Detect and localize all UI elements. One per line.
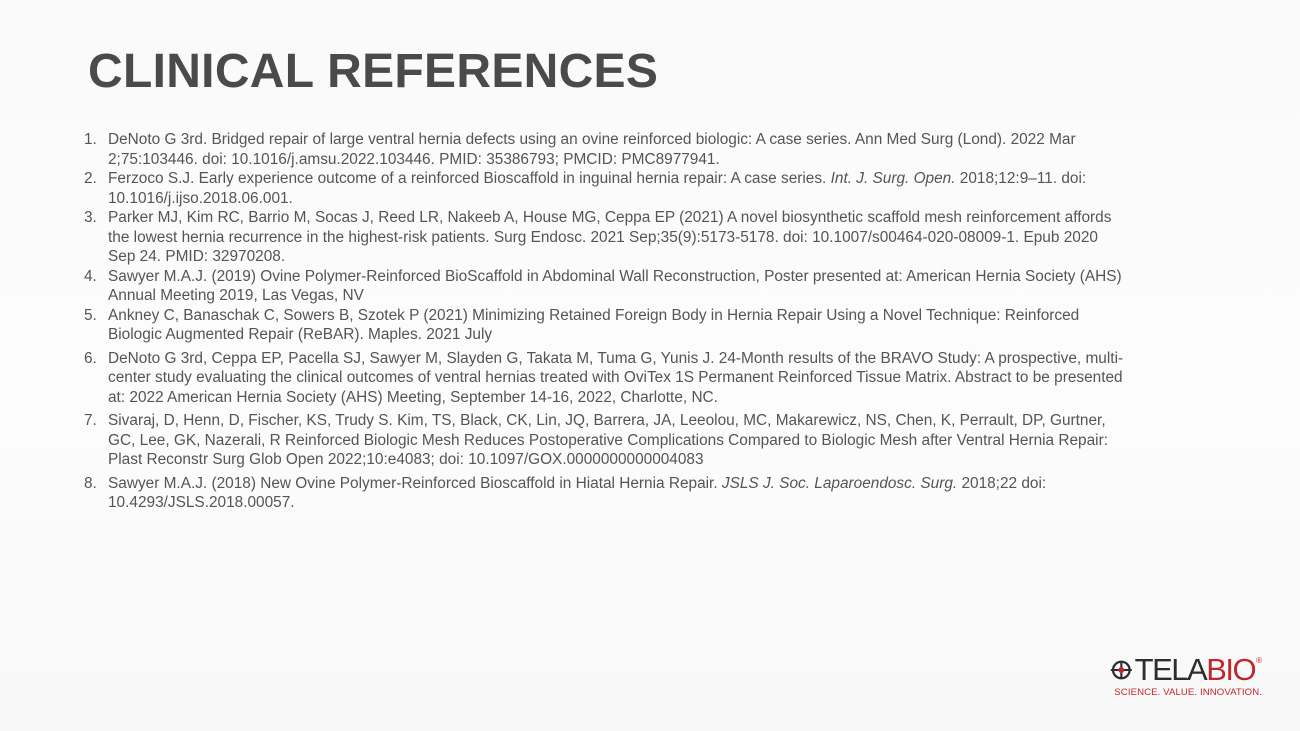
reference-segment: Parker MJ, Kim RC, Barrio M, Socas J, Reed LR, Nakeeb A, House MG, Ceppa EP (2021) A novel biosynthetic scaffold mesh reinforcement affords the lowest hernia recurrence in the highest-risk patients. Surg Endosc. 2021 Sep;35(9):5173-5178. doi: 10.1007/s00464-020-08009-1. Epub 2020 Sep 24. PMID: 32970208. bbox=[108, 209, 1112, 265]
reference-segment: Ankney C, Banaschak C, Sowers B, Szotek P (2021) Minimizing Retained Foreign Body in Hernia Repair Using a Novel Technique: Reinforced Biologic Augmented Repair (ReBAR). Maples. 2021 July bbox=[108, 306, 1080, 343]
reference-item bbox=[84, 411, 1124, 470]
reference-number: 4. bbox=[84, 267, 97, 285]
reference-number: 5. bbox=[84, 306, 97, 324]
reference-number: 3. bbox=[84, 209, 97, 226]
reference-item bbox=[84, 169, 1124, 208]
reference-segment: Sivaraj, D, Henn, D, Fischer, KS, Trudy S. Kim, TS, Black, CK, Lin, JQ, Barrera, JA, Leeolou, MC, Makarewicz, NS, Chen, K, Perrault, DP, Gurtner, GC, Lee, GK, Nazerali, R Reinforced Biologic Mesh Reduces Postoperative Complications Compared to Biologic Mesh after Ventral Hernia Repair: Plast Reconstr Surg Glob Open 2022;10:e4083; doi: 10.1097/GOX.0000000000004083 bbox=[108, 412, 1109, 468]
reference-item bbox=[84, 267, 1124, 306]
reference-segment: DeNoto G 3rd, Ceppa EP, Pacella SJ, Sawyer M, Slayden G, Takata M, Tuma G, Yunis J. 24-Month results of the BRAVO Study: A prospective, multi-center study evaluating the clinical outcomes of ventral hernias treated with OviTex 1S Permanent Reinforced Tissue Matrix. Abstract to be presented at: 2022 American Hernia Society (AHS) Meeting, September 14-16, 2022, Charlotte, NC. bbox=[108, 349, 1124, 406]
reference-text bbox=[108, 209, 1111, 265]
logo-name-part2: BIO bbox=[1206, 652, 1256, 687]
reference-text bbox=[108, 170, 1086, 207]
reference-segment: Sawyer M.A.J. (2019) Ovine Polymer-Reinforced BioScaffold in Abdominal Wall Reconstruction, Poster presented at: American Hernia Society (AHS) Annual Meeting 2019, Las Vegas, NV bbox=[108, 267, 1122, 304]
reference-item bbox=[84, 349, 1124, 408]
reference-journal-italic: Int. J. Surg. Open. bbox=[830, 170, 956, 187]
reference-text bbox=[108, 307, 1079, 344]
reference-text bbox=[108, 475, 1046, 512]
reference-item bbox=[84, 306, 1124, 345]
reference-text bbox=[108, 268, 1122, 305]
reference-segment: 2018;22 doi: 10.4293/JSLS.2018.00057. bbox=[108, 474, 1047, 511]
reference-item bbox=[84, 208, 1124, 267]
reference-segment: Ferzoco S.J. Early experience outcome of a reinforced Bioscaffold in inguinal hernia repair: A case series. bbox=[108, 170, 831, 187]
reference-segment: Sawyer M.A.J. (2018) New Ovine Polymer-Reinforced Bioscaffold in Hiatal Hernia Repair. bbox=[108, 474, 722, 492]
reference-text bbox=[108, 412, 1108, 468]
reference-number: 8. bbox=[84, 474, 97, 492]
slide-title: CLINICAL REFERENCES bbox=[88, 45, 659, 98]
crosshair-globe-icon bbox=[1110, 657, 1133, 683]
reference-item bbox=[84, 474, 1124, 513]
logo-wordmark bbox=[1110, 654, 1262, 686]
telabio-logo bbox=[1110, 654, 1262, 698]
logo-tagline: SCIENCE. VALUE. INNOVATION. bbox=[1114, 687, 1262, 698]
reference-list bbox=[84, 130, 1124, 513]
registered-mark: ® bbox=[1256, 656, 1262, 665]
reference-text bbox=[108, 350, 1123, 406]
reference-number: 7. bbox=[84, 412, 97, 429]
reference-number: 6. bbox=[84, 349, 97, 367]
reference-number: 1. bbox=[84, 131, 97, 148]
reference-segment: DeNoto G 3rd. Bridged repair of large ventral hernia defects using an ovine reinforced biologic: A case series. Ann Med Surg (Lond). 2022 Mar 2;75:103446. doi: 10.1016/j.amsu.2022.103446. PMID: 35386793; PMCID: PMC8977941. bbox=[108, 131, 1076, 168]
reference-text bbox=[108, 131, 1076, 168]
reference-journal-italic: JSLS J. Soc. Laparoendosc. Surg. bbox=[721, 474, 958, 492]
reference-number: 2. bbox=[84, 170, 97, 187]
reference-item bbox=[84, 130, 1124, 169]
logo-name-part1: TELA bbox=[1134, 652, 1207, 687]
reference-segment: 2018;12:9–11. doi: 10.1016/j.ijso.2018.06.001. bbox=[108, 170, 1087, 207]
